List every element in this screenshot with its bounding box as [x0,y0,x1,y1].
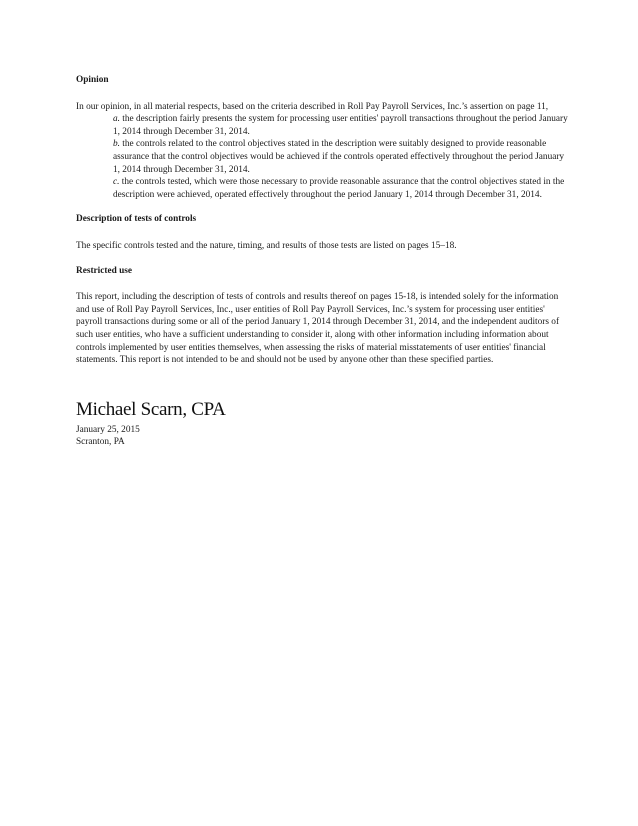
signature-name: Michael Scarn, CPA [76,398,226,420]
spacer [76,277,570,291]
spacer [76,201,570,213]
opinion-list [113,113,570,201]
spacer [76,253,570,265]
tests-text: The specific controls tested and the nature, timing, and results of those tests are listed on pages 15–18. [76,240,457,251]
signature-block [76,424,570,449]
opinion-item-c [113,176,570,201]
item-text: the controls related to the control objectives stated in the description were suitably designed to provide reasonable assurance that the control objectives would be achieved if the controls operated effectively throughout the period January 1, 2014 through December 31, 2014. [113,139,565,175]
item-letter: b. [113,139,120,150]
item-text: the description fairly presents the system for processing user entities' payroll transactions throughout the period January 1, 2014 through December 31, 2014. [113,114,568,137]
item-letter: c. [113,177,120,188]
opinion-intro: In our opinion, in all material respects, based on the criteria described in Roll Pay Payroll Services, Inc.’s assertion on page 11, [76,101,549,112]
signature-location: Scranton, PA [76,437,125,448]
restricted-text: This report, including the description of tests of controls and results thereof on pages 15-18, is intended solely for the information and use of Roll Pay Payroll Services, Inc., user entities of Roll Pay Payroll Services, Inc.’s system for processing user entities' payroll transactions during some or all of the period January 1, 2014 through December 31, 2014, and the independent auditors of such user entities, who have a sufficient understanding to consider it, along with other information including information about controls implemented by user entities themselves, when assessing the risks of material misstatements of user entities' financial statements. This report is not intended to be and should not be used by anyone other than these specified parties. [76,292,560,366]
signature-date: January 25, 2015 [76,424,140,435]
opinion-item-a [113,113,570,138]
spacer [76,87,570,101]
opinion-heading: Opinion [76,75,109,85]
item-letter: a. [113,114,120,125]
opinion-item-b [113,138,570,176]
tests-heading: Description of tests of controls [76,214,197,225]
spacer [76,226,570,240]
report-page [76,74,570,449]
restricted-heading: Restricted use [76,265,133,276]
item-text: the controls tested, which were those necessary to provide reasonable assurance that the control objectives stated in the description were achieved, operated effectively throughout the period January 1, 2014 through December 31, 2014. [113,177,565,200]
